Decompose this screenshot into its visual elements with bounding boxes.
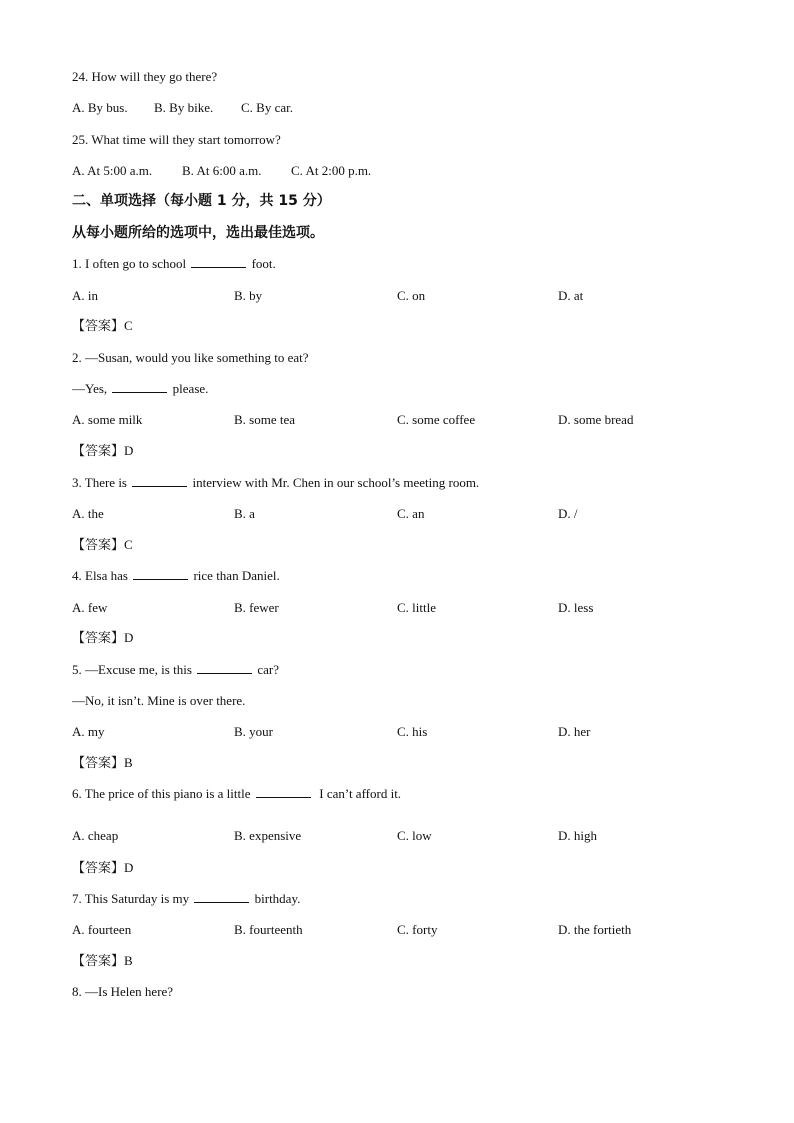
q2-option-a: A. some milk (72, 412, 143, 427)
answer-blank (112, 381, 167, 393)
q24-option-b: B. By bike. (154, 100, 214, 115)
answer-blank (132, 475, 187, 487)
q7-answer: 【答案】B (72, 953, 133, 969)
question-6-stem: 6. The price of this piano is a little I can’t afford it. (72, 786, 402, 801)
q5-option-d: D. her (558, 724, 591, 739)
q1-option-c: C. on (397, 288, 426, 303)
q4-option-d: D. less (558, 600, 594, 615)
q6-option-c: C. low (397, 828, 432, 843)
q3-option-c: C. an (397, 506, 425, 521)
q7-option-a: A. fourteen (72, 922, 132, 937)
q6-option-b: B. expensive (234, 828, 302, 843)
section-title: 二、单项选择（每小题 1 分，共 15 分） (72, 193, 331, 209)
q24-option-c: C. By car. (241, 100, 293, 115)
section-instruction: 从每小题所给的选项中，选出最佳选项。 (72, 225, 324, 241)
q4-option-a: A. few (72, 600, 108, 615)
question-4-stem: 4. Elsa has rice than Daniel. (72, 568, 280, 583)
q1-option-a: A. in (72, 288, 98, 303)
q25-option-b: B. At 6:00 a.m. (182, 163, 262, 178)
q7-option-d: D. the fortieth (558, 922, 632, 937)
q1-option-b: B. by (234, 288, 263, 303)
question-7-stem: 7. This Saturday is my birthday. (72, 891, 301, 906)
q2-option-c: C. some coffee (397, 412, 476, 427)
q6-option-a: A. cheap (72, 828, 119, 843)
q1-answer: 【答案】C (72, 318, 133, 334)
question-2-line2: —Yes, please. (72, 381, 209, 396)
q2-answer: 【答案】D (72, 443, 134, 459)
q2-option-d: D. some bread (558, 412, 634, 427)
q4-option-b: B. fewer (234, 600, 279, 615)
question-1-stem: 1. I often go to school foot. (72, 256, 276, 271)
question-8-stem: 8. —Is Helen here? (72, 984, 174, 999)
q6-option-d: D. high (558, 828, 597, 843)
answer-blank (197, 662, 252, 674)
q5-option-b: B. your (234, 724, 273, 739)
q24-option-a: A. By bus. (72, 100, 128, 115)
q5-option-a: A. my (72, 724, 105, 739)
question-5-line2: —No, it isn’t. Mine is over there. (72, 693, 246, 708)
q2-option-b: B. some tea (234, 412, 296, 427)
q4-answer: 【答案】D (72, 630, 134, 646)
q5-option-c: C. his (397, 724, 428, 739)
q3-answer: 【答案】C (72, 537, 133, 553)
q25-option-a: A. At 5:00 a.m. (72, 163, 153, 178)
answer-blank (194, 891, 249, 903)
question-5-stem: 5. —Excuse me, is this car? (72, 662, 280, 677)
question-25-stem: 25. What time will they start tomorrow? (72, 132, 281, 147)
q25-option-c: C. At 2:00 p.m. (291, 163, 372, 178)
q7-option-c: C. forty (397, 922, 438, 937)
q3-option-b: B. a (234, 506, 255, 521)
q3-option-a: A. the (72, 506, 104, 521)
answer-blank (256, 786, 311, 798)
question-2-stem: 2. —Susan, would you like something to eat? (72, 350, 309, 365)
answer-blank (191, 256, 246, 268)
question-3-stem: 3. There is interview with Mr. Chen in our school’s meeting room. (72, 475, 480, 490)
q1-option-d: D. at (558, 288, 584, 303)
answer-blank (133, 568, 188, 580)
q4-option-c: C. little (397, 600, 436, 615)
q7-option-b: B. fourteenth (234, 922, 303, 937)
q5-answer: 【答案】B (72, 755, 133, 771)
q6-answer: 【答案】D (72, 860, 134, 876)
q3-option-d: D. / (558, 506, 578, 521)
question-24-stem: 24. How will they go there? (72, 69, 218, 84)
